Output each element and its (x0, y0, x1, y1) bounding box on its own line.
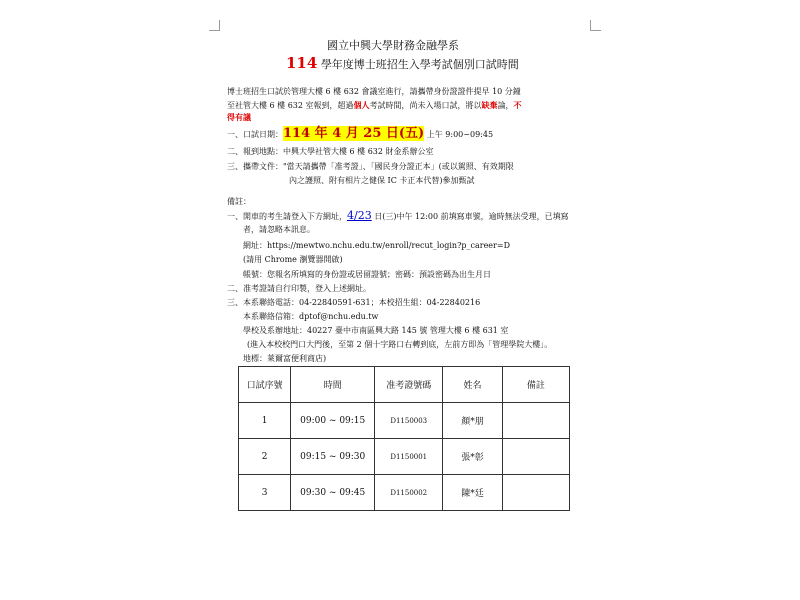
intro-text-e: 論， (497, 101, 514, 110)
cell-name: 顏*朋 (443, 403, 503, 439)
table-row (239, 403, 570, 439)
academic-year: 114 (286, 54, 318, 72)
cell-seq: 1 (239, 403, 291, 439)
cell-time: 09:15 ~ 09:30 (291, 439, 375, 475)
cell-name: 陳*廷 (443, 475, 503, 511)
crop-mark-top-right (590, 20, 601, 31)
note-1-deadline-date: 4/23 (347, 209, 372, 222)
crop-mark-top-left (209, 20, 220, 31)
department-title: 國立中興大學財務金融學系 (327, 39, 459, 52)
intro-line-2 (227, 100, 522, 111)
cell-time: 09:30 ~ 09:45 (291, 475, 375, 511)
header-seq: 口試序號 (239, 367, 291, 403)
registration-url[interactable]: 網址：https://mewtwo.nchu.edu.tw/enroll/recut_login?p_career=D (243, 241, 510, 250)
exam-date-label: 一、口試日期： (227, 130, 283, 139)
notes-heading: 備註： (227, 197, 251, 206)
exam-date-value: 114 年 4 月 25 日(五) (283, 126, 425, 141)
header-name: 姓名 (443, 367, 503, 403)
account-info: 帳號：您報名所填寫的身份證或居留證號；密碼：預設密碼為出生月日 (243, 270, 491, 279)
cell-name: 張*彰 (443, 439, 503, 475)
table-row (239, 475, 570, 511)
note-1-text-a: 一、開車的考生請登入下方網址， (227, 212, 347, 221)
note-1-line-1 (227, 210, 569, 222)
exam-date-time: 上午 9:00~09:45 (426, 130, 494, 139)
interview-schedule-table (238, 366, 570, 511)
intro-text-c: 考試時間，尚未入場口試，將以 (369, 101, 482, 110)
cell-exam-id: D1150001 (375, 439, 443, 475)
cell-note (502, 403, 569, 439)
intro-text-a: 至社管大樓 6 樓 632 室報到，超過 (227, 101, 354, 110)
intro-line-1: 博士班招生口試於管理大樓 6 樓 632 會議室進行，請攜帶身份證證件提早 10 分鐘 (227, 87, 521, 96)
intro-emphasis-personal: 個人 (353, 100, 370, 110)
exam-schedule-title (286, 54, 519, 72)
cell-note (502, 475, 569, 511)
note-1-text-b: 日(三)中午 12:00 前填寫車號，逾時無法受理，已填寫 (374, 212, 569, 221)
check-in-location: 二、報到地點：中興大學社管大樓 6 樓 632 財金系辦公室 (227, 147, 434, 156)
header-exam-id: 准考證號碼 (375, 367, 443, 403)
exam-title-text: 學年度博士班招生入學考試個別口試時間 (320, 58, 519, 71)
landmark: 地標：萊爾富便利商店) (243, 354, 327, 363)
table-row (239, 439, 570, 475)
cell-seq: 3 (239, 475, 291, 511)
exam-date-line (227, 128, 493, 140)
intro-line-3: 得有議 (227, 112, 251, 122)
cell-seq: 2 (239, 439, 291, 475)
cell-exam-id: D1150002 (375, 475, 443, 511)
note-2: 二、准考證請自行印製，登入上述網址。 (227, 284, 371, 293)
note-3-phone: 三、本系聯絡電話：04-22840591-631；本校招生組：04-22840216 (227, 298, 481, 307)
note-1-line-2: 者，請忽略本訊息。 (243, 225, 315, 234)
directions: (進入本校校門口大門後，至第 2 個十字路口右轉到底，左前方即為「管理學院大樓」。 (247, 340, 553, 349)
table-header-row (239, 367, 570, 403)
documents-line-1: 三、攜帶文件："當天請攜帶「准考證」、「國民身分證正本」(或以駕照、有效期限 (227, 162, 514, 171)
contact-email: 本系聯絡信箱：dptof@nchu.edu.tw (243, 312, 379, 321)
intro-emphasis-forfeit: 缺棄 (481, 100, 498, 110)
cell-exam-id: D1150003 (375, 403, 443, 439)
browser-hint: (請用 Chrome 瀏覽器開啟) (243, 255, 343, 264)
documents-line-2: 內之護照、附有相片之健保 IC 卡正本代替)參加甄試 (289, 176, 475, 185)
header-time: 時間 (291, 367, 375, 403)
office-address: 學校及系辦地址：40227 臺中市南區興大路 145 號 管理大樓 6 樓 631 室 (243, 326, 509, 335)
intro-emphasis-no: 不 (513, 100, 522, 110)
cell-time: 09:00 ~ 09:15 (291, 403, 375, 439)
cell-note (502, 439, 569, 475)
header-note: 備註 (502, 367, 569, 403)
